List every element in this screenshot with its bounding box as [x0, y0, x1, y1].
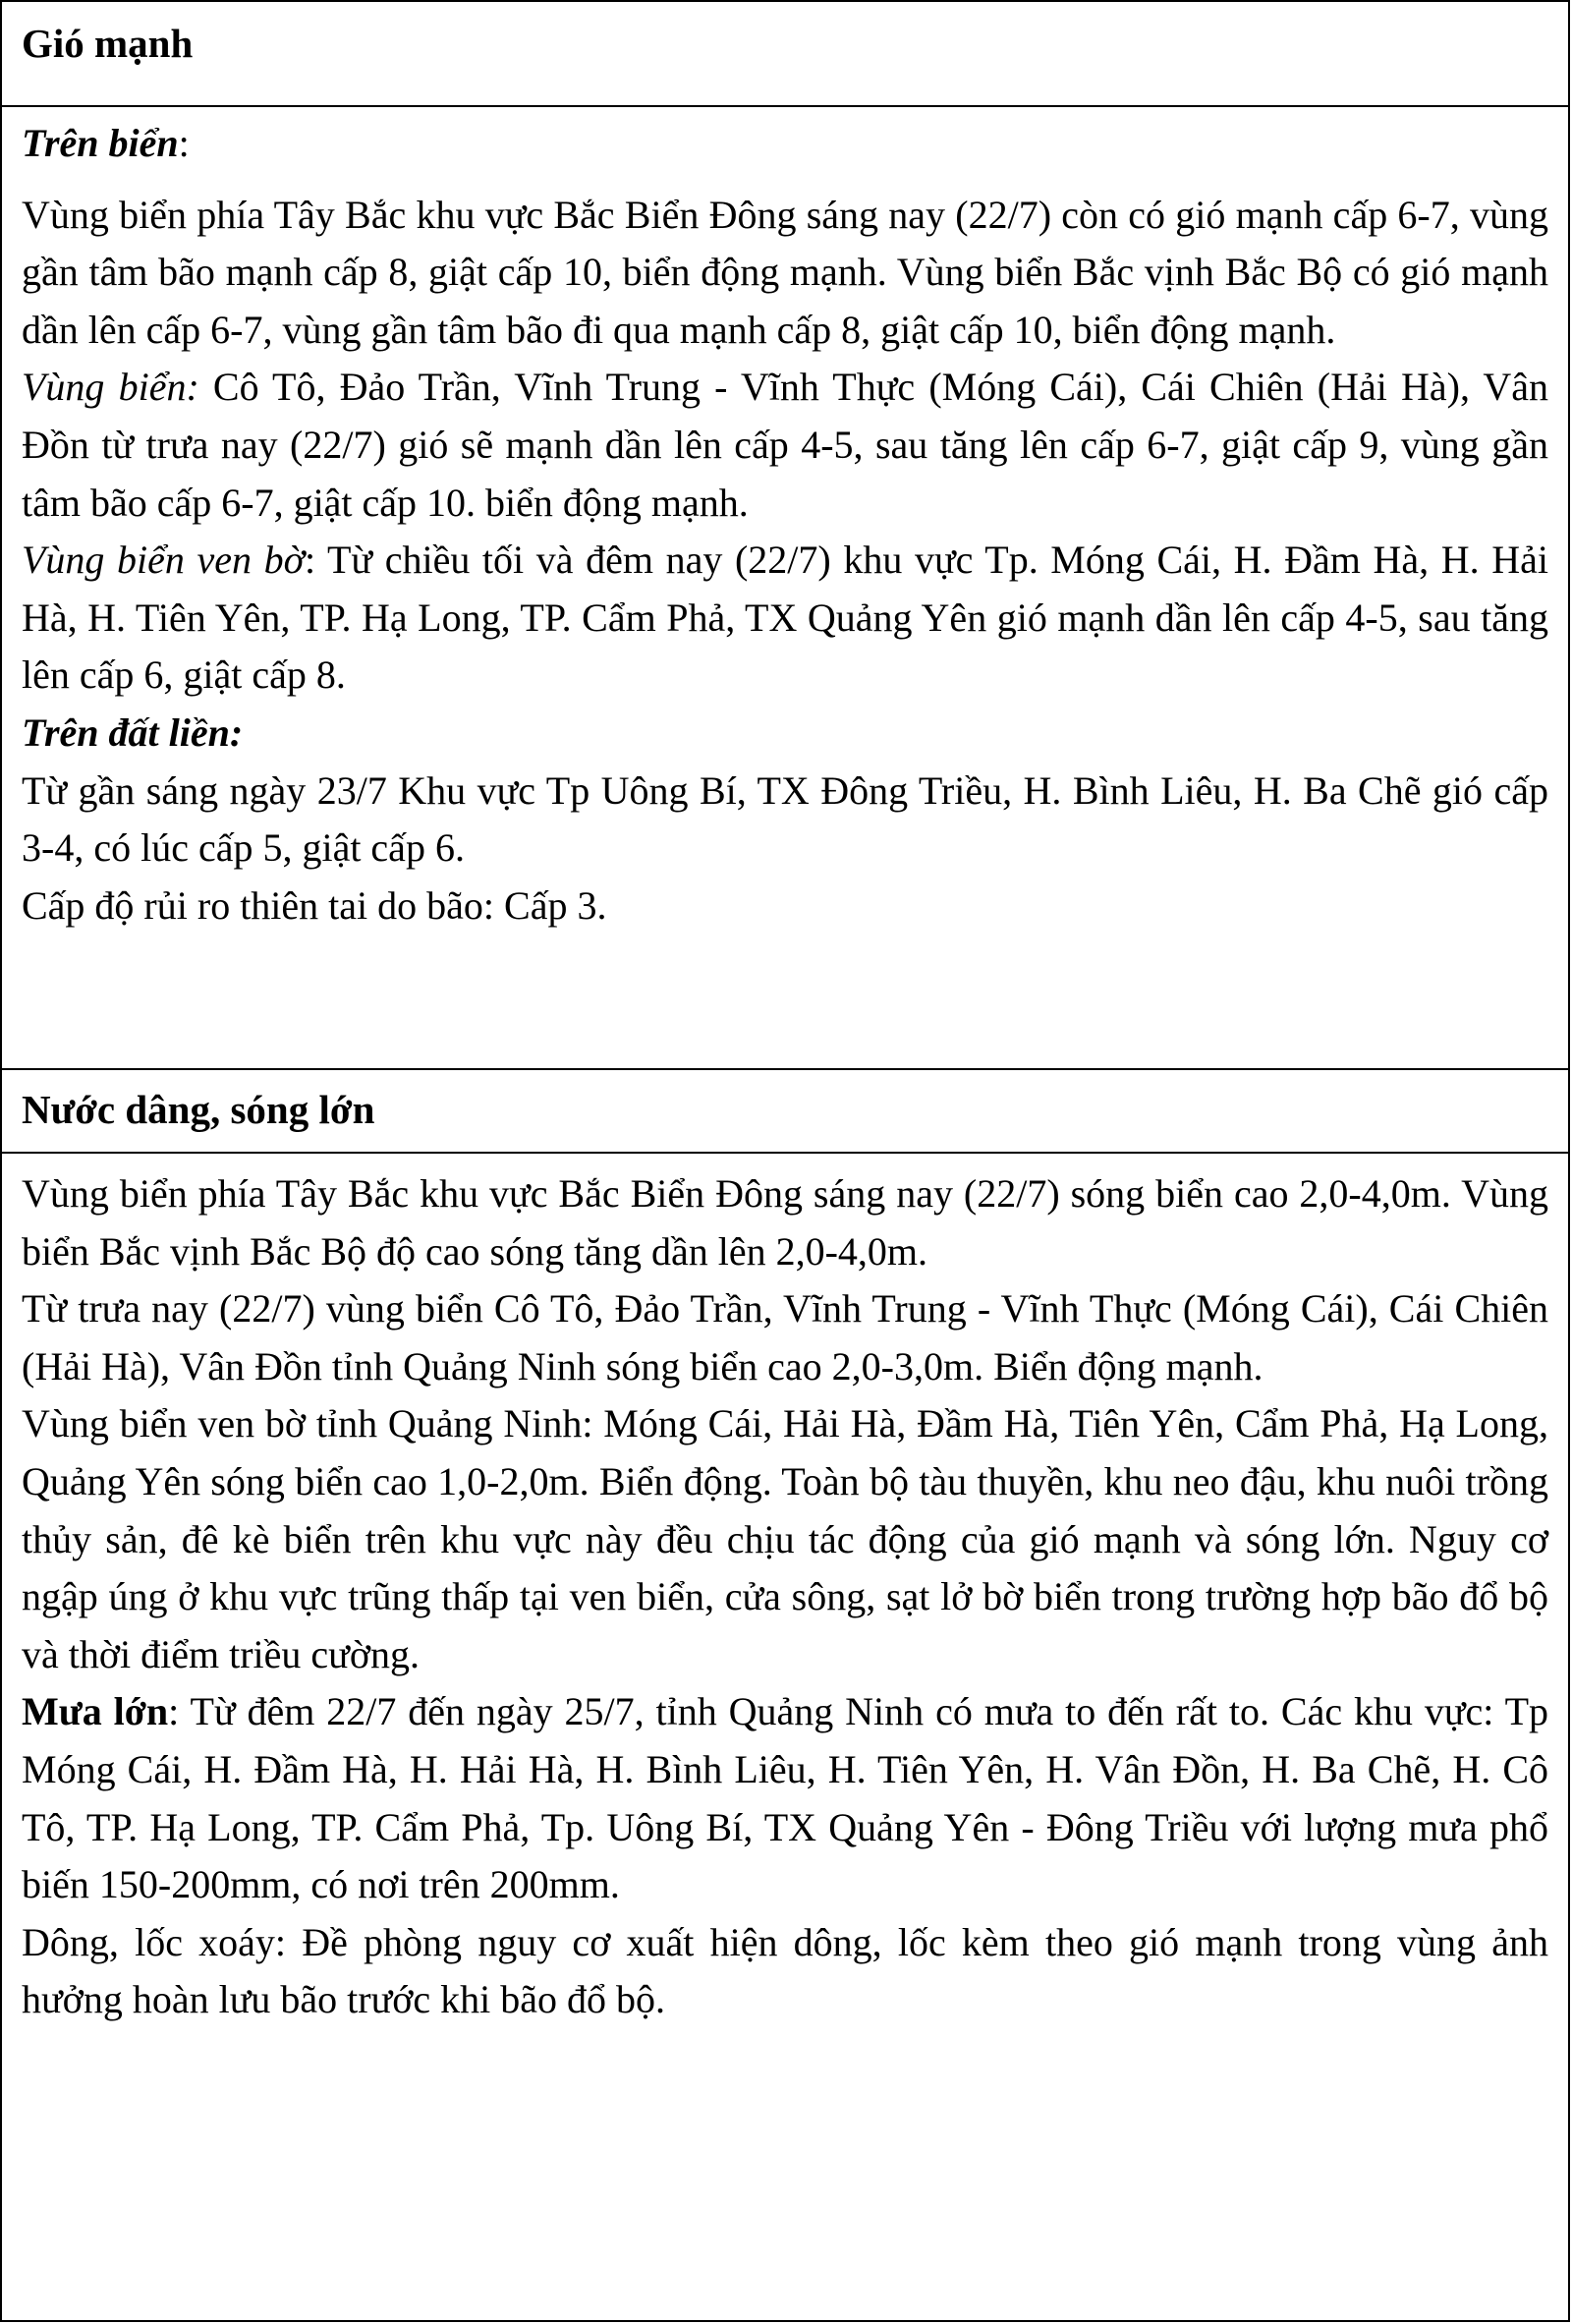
section-header-storm-surge [2, 1070, 1568, 1154]
sea-area-text: Cô Tô, Đảo Trần, Vĩnh Trung - Vĩnh Thực (Móng Cái), Cái Chiên (Hải Hà), Vân Đồn từ trưa nay (22/7) gió sẽ mạnh dần lên cấp 4-5, sau tăng lên cấp 6-7, giật cấp 9, vùng gần tâm bão cấp 6-7, giật cấp 10. biển động mạnh. [22, 365, 1549, 525]
section-header-strong-wind [2, 2, 1568, 107]
at-sea-label-line [22, 115, 1548, 173]
coastal-text: : Từ chiều tối và đêm nay (22/7) khu vực Tp. Móng Cái, H. Đầm Hà, H. Hải Hà, H. Tiên Yên, TP. Hạ Long, TP. Cẩm Phả, TX Quảng Yên gió mạnh dần lên cấp 4-5, sau tăng lên cấp 6, giật cấp 8. [22, 538, 1548, 698]
wave-paragraph-1: Vùng biển phía Tây Bắc khu vực Bắc Biển Đông sáng nay (22/7) sóng biển cao 2,0-4,0m. Vùng biển Bắc vịnh Bắc Bộ độ cao sóng tăng dần lên 2,0-4,0m. [22, 1171, 1548, 1274]
heavy-rain-paragraph [22, 1683, 1548, 1913]
section-body-storm-surge [2, 1154, 1568, 2320]
at-sea-colon: : [178, 121, 190, 165]
at-sea-label: Trên biển [22, 121, 179, 165]
wave-paragraph-2: Từ trưa nay (22/7) vùng biển Cô Tô, Đảo Trần, Vĩnh Trung - Vĩnh Thực (Móng Cái), Cái Chiên (Hải Hà), Vân Đồn tỉnh Quảng Ninh sóng biển cao 2,0-3,0m. Biển động mạnh. [22, 1286, 1548, 1389]
section-body-strong-wind [2, 107, 1568, 1070]
risk-level-paragraph: Cấp độ rủi ro thiên tai do bão: Cấp 3. [22, 882, 607, 928]
coastal-paragraph [22, 532, 1548, 705]
thunderstorm-paragraph: Dông, lốc xoáy: Đề phòng nguy cơ xuất hiện dông, lốc kèm theo gió mạnh trong vùng ảnh hưởng hoàn lưu bão trước khi bão đổ bộ. [22, 1919, 1548, 2022]
sea-area-paragraph [22, 359, 1548, 532]
heavy-rain-label: Mưa lớn [22, 1689, 169, 1734]
sea-area-label: Vùng biển: [22, 365, 199, 410]
coastal-label: Vùng biển ven bờ [22, 538, 305, 583]
at-sea-paragraph: Vùng biển phía Tây Bắc khu vực Bắc Biển Đông sáng nay (22/7) còn có gió mạnh cấp 6-7, vùng gần tâm bão mạnh cấp 8, giật cấp 10, biển động mạnh. Vùng biển Bắc vịnh Bắc Bộ có gió mạnh dần lên cấp 6-7, vùng gần tâm bão đi qua mạnh cấp 8, giật cấp 10, biển động mạnh. [22, 192, 1548, 352]
inland-label: Trên đất liền: [22, 709, 244, 755]
heavy-rain-text: : Từ đêm 22/7 đến ngày 25/7, tỉnh Quảng Ninh có mưa to đến rất to. Các khu vực: Tp Móng Cái, H. Đầm Hà, H. Hải Hà, H. Bình Liêu, H. Tiên Yên, H. Vân Đồn, H. Ba Chẽ, H. Cô Tô, TP. Hạ Long, TP. Cẩm Phả, Tp. Uông Bí, TX Quảng Yên - Đông Triều với lượng mưa phổ biến 150-200mm, có nơi trên 200mm. [22, 1689, 1549, 1907]
heading-strong-wind: Gió mạnh [22, 21, 194, 66]
wave-paragraph-3: Vùng biển ven bờ tỉnh Quảng Ninh: Móng Cái, Hải Hà, Đầm Hà, Tiên Yên, Cẩm Phả, Hạ Long, Quảng Yên sóng biển cao 1,0-2,0m. Biển động. Toàn bộ tàu thuyền, khu neo đậu, khu nuôi trồng thủy sản, đê kè biển trên khu vực này đều chịu tác động của gió mạnh và sóng lớn. Nguy cơ ngập úng ở khu vực trũng thấp tại ven biển, cửa sông, sạt lở bờ biển trong trường hợp bão đổ bộ và thời điểm triều cường. [22, 1401, 1548, 1676]
spacer [22, 173, 1548, 187]
inland-paragraph: Từ gần sáng ngày 23/7 Khu vực Tp Uông Bí, TX Đông Triều, H. Bình Liêu, H. Ba Chẽ gió cấp 3-4, có lúc cấp 5, giật cấp 6. [22, 767, 1548, 871]
heading-storm-surge: Nước dâng, sóng lớn [22, 1087, 375, 1132]
